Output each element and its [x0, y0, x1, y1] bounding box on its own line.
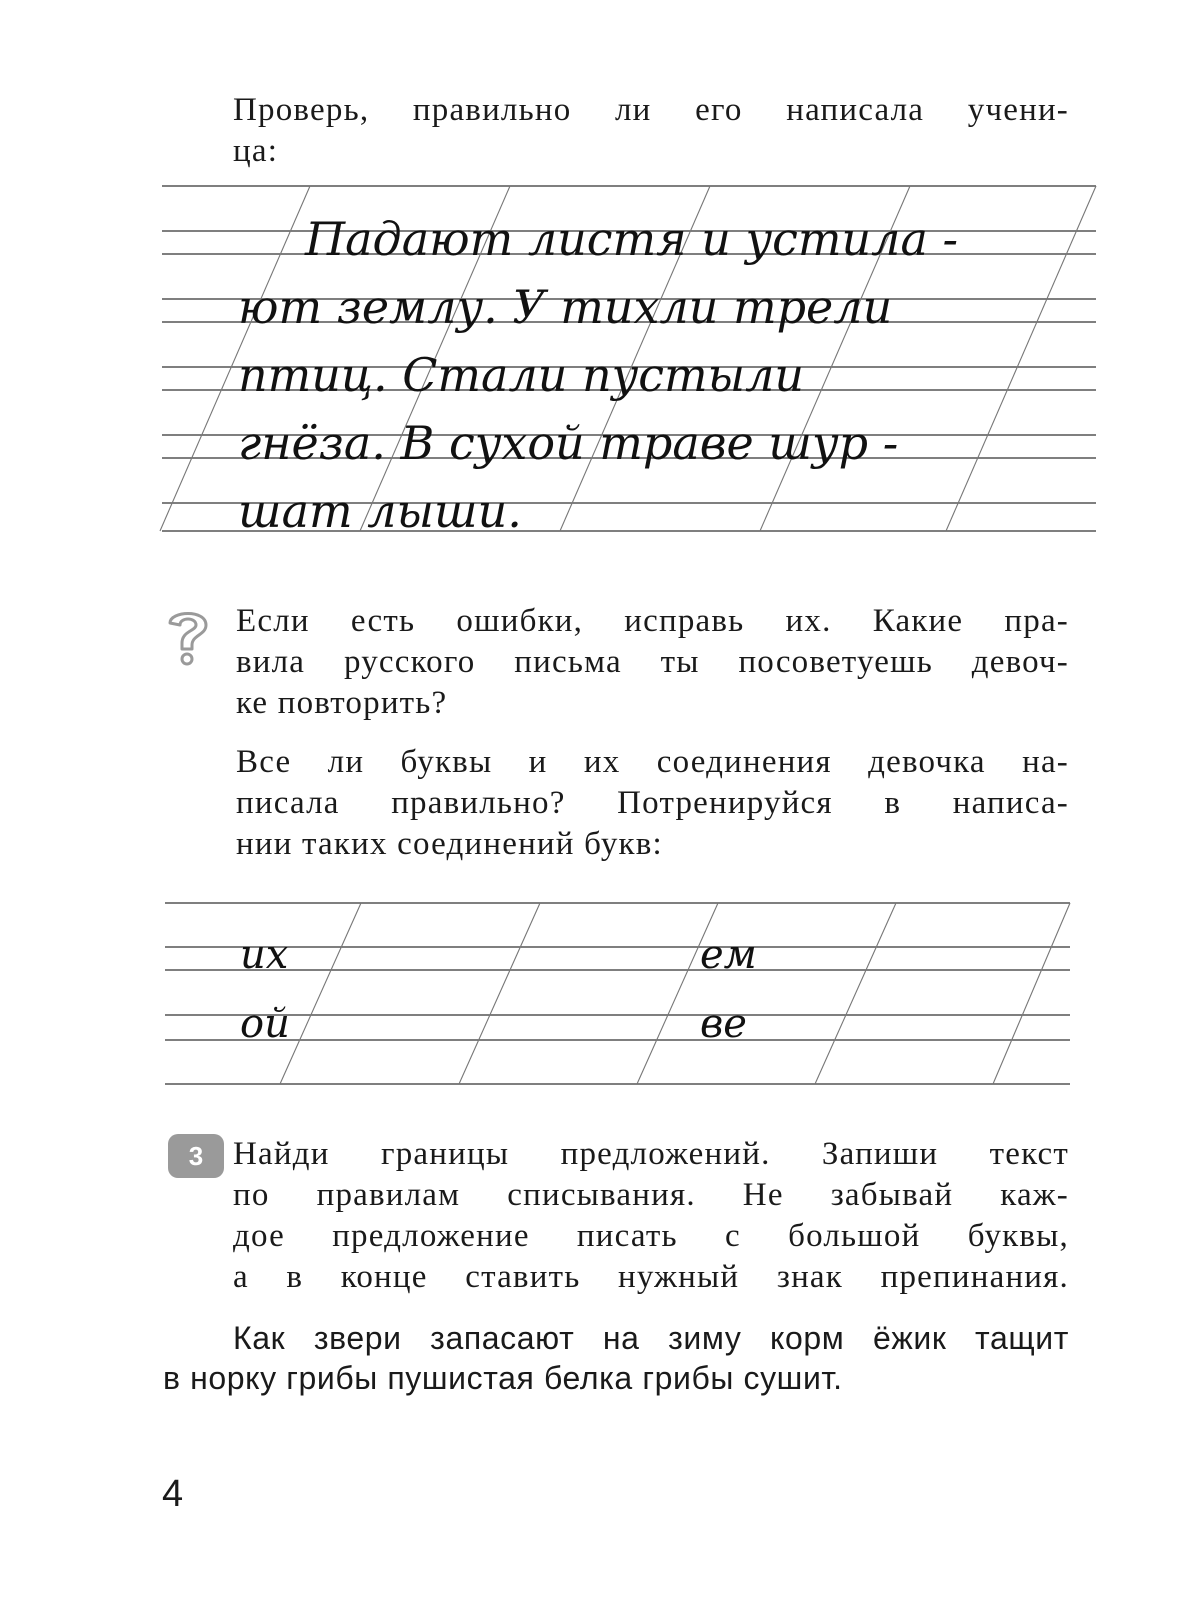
task3-text: [163, 1318, 1069, 1398]
combo-oy: ой: [240, 1001, 290, 1047]
task3-line-3: дое предложение писать с большой буквы,: [233, 1218, 1069, 1254]
question-paragraph-2: [236, 742, 1069, 865]
task3-instructions: [233, 1134, 1069, 1298]
question-p1-line-2: вила русского письма ты посоветуешь девоч-: [236, 644, 1069, 680]
intro-line-2: ца:: [233, 133, 279, 169]
task3-line-1: Найди границы предложений. Запиши текст: [233, 1136, 1069, 1172]
combo-ih: их: [240, 932, 289, 978]
question-p1-line-3: ке повторить?: [236, 685, 448, 721]
practice-ruled-lines: [165, 903, 1070, 1084]
question-p2-line-2: писала правильно? Потренируйся в написа-: [236, 785, 1069, 821]
question-mark-icon: [162, 607, 214, 667]
combo-em: ем: [700, 932, 757, 978]
handwriting-line-1: Падают листя и устила -: [305, 212, 959, 266]
handwriting-line-3: птиц. Стали пустыли: [238, 348, 805, 402]
task3-text-line-1: Как звери запасают на зиму корм ёжик тащит: [233, 1320, 1069, 1356]
question-p2-line-1: Все ли буквы и их соединения девочка на-: [236, 744, 1069, 780]
task3-text-line-2: в норку грибы пушистая белка грибы сушит.: [163, 1360, 843, 1396]
page-number: 4: [162, 1473, 184, 1515]
question-paragraph-1: [236, 601, 1069, 724]
practice-slant-lines: [280, 903, 1070, 1084]
handwriting-line-4: гнёза. В сухой траве шур -: [238, 416, 899, 470]
handwriting-line-2: ют землу. У тихли трели: [238, 280, 893, 334]
handwritten-text: [238, 212, 958, 538]
task3-line-2: по правилам списывания. Не забывай каж-: [233, 1177, 1069, 1213]
question-p1-line-1: Если есть ошибки, исправь их. Какие пра-: [236, 603, 1069, 639]
intro-line-1: Проверь, правильно ли его написала учени-: [233, 92, 1069, 128]
task3-line-4: а в конце ставить нужный знак препинания.: [233, 1259, 1069, 1295]
combo-ve: ве: [700, 1001, 747, 1047]
task-number-badge: 3: [168, 1134, 224, 1178]
handwriting-line-5: шат лыши.: [238, 484, 522, 538]
question-p2-line-3: нии таких соединений букв:: [236, 826, 663, 862]
